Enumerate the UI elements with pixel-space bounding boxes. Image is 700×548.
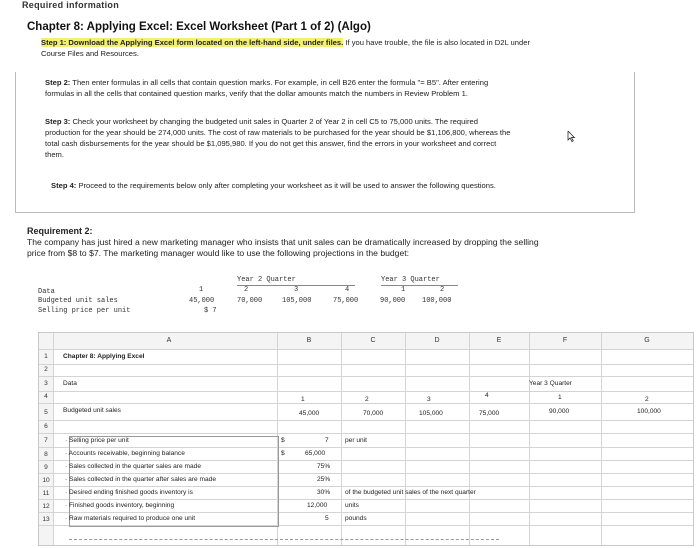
cell-a8: · Accounts receivable, beginning balance [65, 450, 185, 457]
projection-y3q2: 2 [440, 286, 445, 294]
cell-c13: pounds [345, 515, 367, 522]
step-4-label: Step 4: [51, 181, 77, 190]
step-3 [45, 116, 635, 160]
row-num-8: 8 [44, 451, 48, 458]
col-header-a: A [166, 337, 172, 344]
requirement-text-1: The company has just hired a new marketing manager who insists that unit sales can be dramatically increased by dropping the selling [27, 237, 539, 247]
step-1-highlight: Step 1: Download the Applying Excel form located on the left-hand side, under files. [41, 38, 344, 47]
row-num-11: 11 [42, 490, 50, 497]
col-header-f: F [562, 337, 568, 344]
requirement-title: Requirement 2: [27, 226, 93, 236]
step-2 [45, 77, 635, 99]
grid-h-1 [39, 364, 693, 365]
grid-h-2 [39, 376, 693, 377]
projection-q2: 2 [244, 286, 249, 294]
cell-f5: 90,000 [549, 408, 570, 415]
cell-c12: units [345, 502, 359, 509]
cell-g5: 100,000 [637, 408, 661, 415]
projection-r1-c5: 90,000 [380, 297, 406, 305]
projection-row1-label: Budgeted unit sales [38, 297, 118, 305]
row-num-1: 1 [44, 353, 48, 360]
cell-a7: · Selling price per unit [65, 437, 129, 444]
requirement-text-2: price from $8 to $7. The marketing manager would like to use the following projections in the budget: [27, 248, 410, 258]
cell-a11: · Desired ending finished goods inventory is [65, 489, 193, 496]
row-num-12: 12 [42, 503, 50, 510]
projection-r1-c2: 70,000 [237, 297, 263, 305]
col-header-c: C [370, 337, 376, 344]
cell-a3: Data [63, 380, 77, 387]
step-2-text: Then enter formulas in all cells that contain question marks. For example, in cell B26 enter the formula "= B5". After entering [70, 78, 489, 87]
projection-q4: 4 [345, 286, 350, 294]
row-num-10: 10 [42, 477, 50, 484]
cell-f4: 1 [558, 394, 562, 401]
cell-a5: Budgeted unit sales [63, 407, 121, 414]
cell-a13: · Raw materials required to produce one unit [65, 515, 196, 522]
cell-a12-text: Finished goods inventory, beginning [69, 502, 175, 509]
excel-worksheet-image [38, 332, 694, 546]
cell-a9-text: Sales collected in the quarter sales are made [69, 463, 201, 470]
row-num-6: 6 [44, 423, 48, 430]
page-title: Chapter 8: Applying Excel: Excel Worksheet (Part 1 of 2) (Algo) [27, 21, 371, 33]
cell-f3: Year 3 Quarter [529, 380, 573, 387]
cut-row-artifact [69, 539, 499, 541]
step-3-label: Step 3: [45, 117, 71, 126]
projection-r2-c1: $ 7 [204, 307, 217, 315]
projection-r1-c3: 105,000 [282, 297, 312, 305]
col-header-e: E [496, 337, 502, 344]
cell-a7-text: Selling price per unit [69, 437, 129, 444]
cell-b10: 25% [317, 476, 331, 483]
col-header-d: D [434, 337, 440, 344]
projection-r1-c1: 45,000 [189, 297, 215, 305]
cell-c4: 2 [365, 396, 369, 403]
cell-b12: 12,000 [307, 502, 328, 509]
cell-a9: · Sales collected in the quarter sales are made [65, 463, 201, 470]
projection-r1-c4: 75,000 [333, 297, 359, 305]
cell-a11-text: Desired ending finished goods inventory is [69, 489, 193, 496]
cell-a8-text: Accounts receivable, beginning balance [68, 450, 185, 457]
cell-b11: 30% [317, 489, 331, 496]
year3-underline [381, 285, 458, 286]
row-num-3: 3 [44, 380, 48, 387]
cell-b5: 45,000 [299, 410, 320, 417]
cell-a1: Chapter 8: Applying Excel [63, 353, 145, 360]
cut-header: Required information [22, 0, 120, 10]
grid-h-3 [39, 391, 693, 392]
cell-c11: of the budgeted unit sales of the next quarter [345, 489, 476, 496]
cell-a12: · Finished goods inventory, beginning [65, 502, 175, 509]
projection-data-label: Data [38, 288, 55, 296]
row-num-2: 2 [44, 366, 48, 373]
grid-h-0 [39, 349, 693, 350]
step-1-text-2: Course Files and Resources. [41, 49, 139, 58]
cell-b7-dollar: $ [281, 437, 285, 444]
step-4-text: Proceed to the requirements below only after completing your worksheet as it will be used to answer the following questions. [76, 181, 496, 190]
projection-year3-header: Year 3 Quarter [381, 276, 440, 284]
row-num-7: 7 [44, 437, 48, 444]
cell-a13-text: Raw materials required to produce one unit [69, 515, 196, 522]
row-num-9: 9 [44, 464, 48, 471]
step-1-text: If you have trouble, the file is also located in D2L under [343, 38, 530, 47]
row-num-4: 4 [44, 393, 48, 400]
row-num-13: 13 [42, 516, 50, 523]
step-3-text-3: total cash disbursements for the year should be $1,095,980. If you do not get this answer, find the errors in your worksheet and correct [45, 139, 497, 148]
cell-a10: · Sales collected in the quarter after sales are made [65, 476, 217, 483]
projection-row2-label: Selling price per unit [38, 307, 131, 315]
cell-a10-text: Sales collected in the quarter after sales are made [69, 476, 217, 483]
step-1 [41, 37, 641, 59]
grid-h-6 [39, 433, 693, 434]
cell-b9: 75% [317, 463, 331, 470]
cell-b8: 65,000 [305, 450, 326, 457]
grid-h-5 [39, 420, 693, 421]
row-num-5: 5 [44, 409, 48, 416]
cell-e5: 75,000 [479, 410, 500, 417]
col-header-g: G [644, 337, 650, 344]
cell-g4: 2 [645, 396, 649, 403]
cell-c5: 70,000 [363, 410, 384, 417]
cell-c7: per unit [345, 437, 367, 444]
grid-h-4 [39, 403, 693, 404]
projection-r1-c6: 100,000 [422, 297, 452, 305]
step-2-label: Step 2: [45, 78, 71, 87]
cell-b8-dollar: $ [281, 450, 285, 457]
col-header-b: B [306, 337, 312, 344]
cell-b13: 5 [325, 515, 329, 522]
step-3-text-2: production for the year should be 274,000 units. The cost of raw materials to be purchased for the year should be $1,106,800, whereas the [45, 128, 511, 137]
cell-d5: 105,000 [419, 410, 443, 417]
projection-y3q1: 1 [401, 286, 406, 294]
projection-q3: 3 [294, 286, 299, 294]
cell-b7: 7 [325, 437, 329, 444]
step-4 [51, 180, 641, 191]
mouse-cursor-icon [567, 131, 576, 142]
projection-q1: 1 [199, 286, 204, 294]
requirement-text [27, 237, 647, 259]
step-3-text: Check your worksheet by changing the budgeted unit sales in Quarter 2 of Year 2 in cell C5 to 75,000 units. The required [70, 117, 478, 126]
projection-year2-header: Year 2 Quarter [237, 276, 296, 284]
cell-d4: 3 [427, 396, 431, 403]
step-3-text-4: them. [45, 150, 64, 159]
cell-b4: 1 [301, 396, 305, 403]
step-2-text-2: formulas in all the cells that contained question marks, verify that the dollar amounts match the numbers in Review Problem 1. [45, 89, 468, 98]
cell-e4: 4 [485, 392, 489, 399]
